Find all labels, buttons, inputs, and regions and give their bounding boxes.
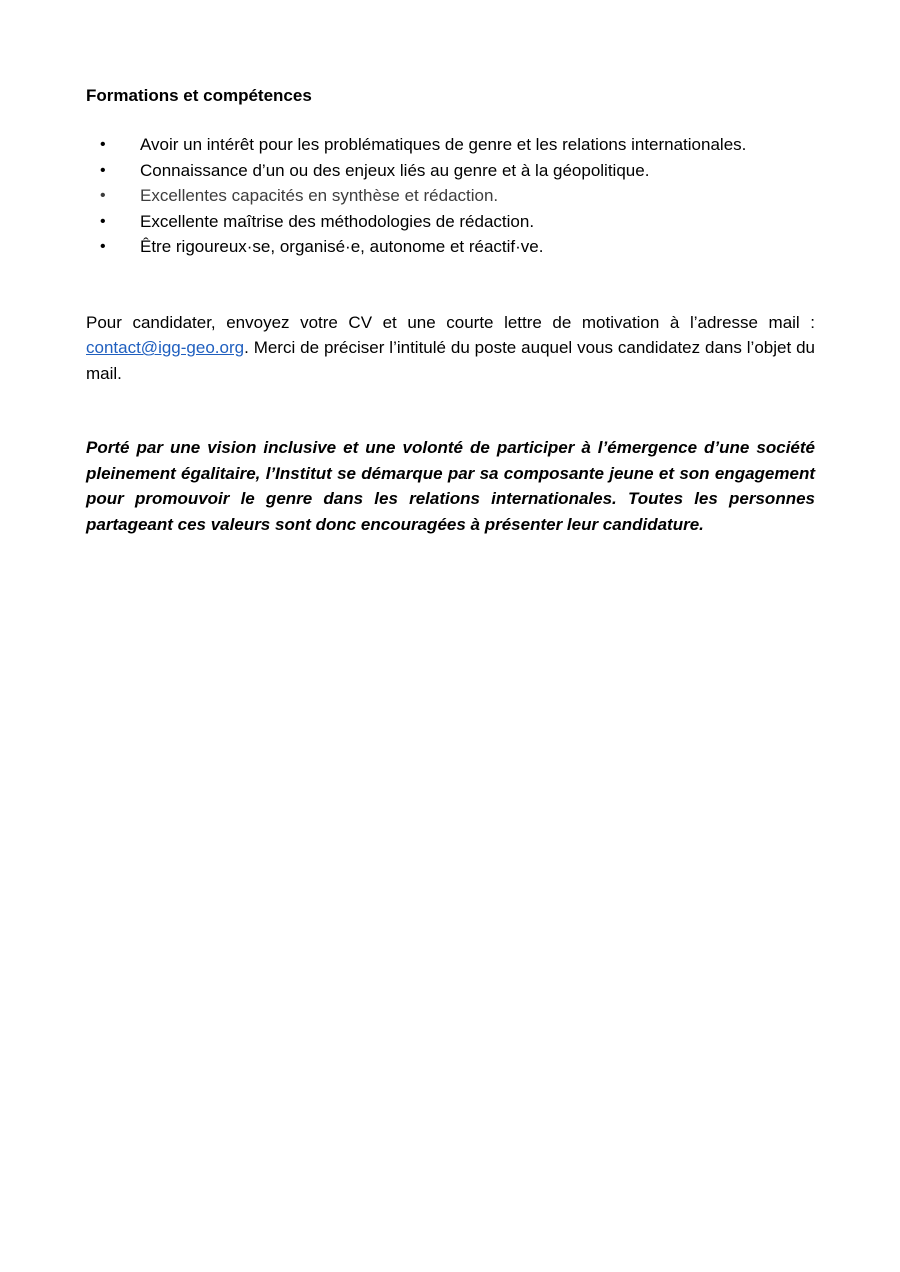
list-item-text: Être rigoureux·se, organisé·e, autonome et réactif·ve. — [140, 237, 544, 256]
email-link[interactable]: contact@igg-geo.org — [86, 338, 245, 357]
list-item — [86, 132, 815, 158]
application-text-before: Pour candidater, envoyez votre CV et une courte lettre de motivation à l’adresse mail : — [86, 312, 815, 332]
application-paragraph — [86, 310, 815, 387]
skills-list — [86, 132, 815, 260]
bullet-icon: • — [100, 212, 106, 230]
section-heading: Formations et compétences — [86, 86, 312, 105]
list-item-text: Avoir un intérêt pour les problématiques de genre et les relations internationales. — [140, 135, 747, 154]
list-item-text: Connaissance d’un ou des enjeux liés au genre et à la géopolitique. — [140, 160, 650, 180]
bullet-icon: • — [100, 136, 106, 153]
list-item — [86, 209, 815, 235]
list-item — [86, 158, 815, 184]
list-item-text: Excellente maîtrise des méthodologies de rédaction. — [140, 211, 535, 231]
document-page — [86, 84, 815, 537]
bullet-icon: • — [100, 238, 106, 255]
list-item — [86, 183, 815, 209]
list-item — [86, 234, 815, 260]
values-statement: Porté par une vision inclusive et une volonté de participer à l’émergence d’une société pleinement égalitaire, l’Institut se démarque par sa composante jeune et son engagement pour promouvoir le genre dans les relations internationales. Toutes les personnes partageant ces valeurs sont donc encouragées à présenter leur candidature. — [86, 438, 815, 534]
application-text-after: . Merci de préciser l’intitulé du poste auquel vous candidatez dans l’objet du mail. — [86, 338, 815, 383]
bullet-icon: • — [100, 187, 106, 204]
bullet-icon: • — [100, 161, 106, 179]
list-item-text: Excellentes capacités en synthèse et rédaction. — [140, 186, 499, 205]
